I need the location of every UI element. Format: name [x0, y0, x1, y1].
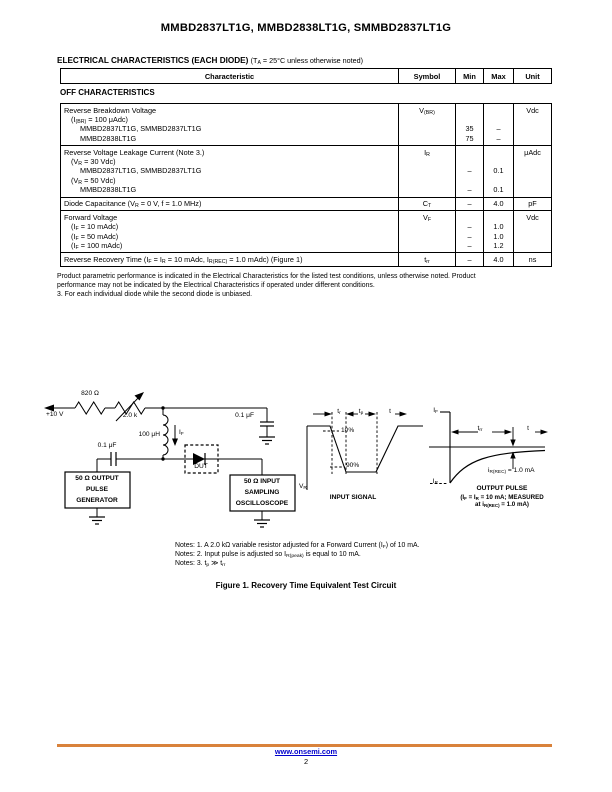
- figure-test-circuit: [0, 383, 612, 623]
- symbol-cell: [398, 198, 455, 211]
- unit-cell: [513, 198, 551, 211]
- unit-cell: [513, 211, 551, 252]
- unit-value: μAdc: [524, 147, 541, 157]
- pulse-gen-line3: GENERATOR: [76, 497, 118, 504]
- table-row: [61, 210, 551, 252]
- min-value: [457, 106, 482, 115]
- subsection-heading: OFF CHARACTERISTICS: [60, 88, 155, 97]
- if-arrow-label: $I_F$: [179, 429, 184, 438]
- characteristic-line: Reverse Voltage Leakage Current (Note 3.): [64, 147, 205, 157]
- characteristic-line: ($I_F = 50$ mAdc): [71, 231, 119, 242]
- ir-label-output: $I_R$: [432, 478, 438, 487]
- unit-cell: [513, 104, 551, 145]
- table-row: [61, 252, 551, 266]
- symbol-cell: [398, 253, 455, 266]
- footer-link[interactable]: www.onsemi.com: [274, 747, 338, 756]
- resistor-820: [75, 402, 105, 414]
- min-value: [457, 176, 482, 185]
- min-value: –: [467, 231, 472, 241]
- max-value: –: [496, 124, 501, 134]
- figure-note-line: Notes: 3. $t_p$ ≫ $t_{rr}$: [175, 560, 226, 569]
- max-value: [485, 148, 512, 157]
- min-value: –: [467, 185, 472, 195]
- symbol-cell: [398, 146, 455, 196]
- col-header-characteristic: Characteristic: [204, 71, 255, 81]
- max-value: [485, 213, 512, 222]
- min-value: –: [467, 241, 472, 251]
- characteristic-line: Forward Voltage: [64, 212, 118, 222]
- inductor: [163, 408, 168, 459]
- max-value: [485, 157, 512, 166]
- ground-icon: [254, 520, 270, 527]
- page-title: MMBD2837LT1G, MMBD2838LT1G, SMMBD2837LT1G: [160, 22, 452, 34]
- min-cell: [455, 104, 483, 145]
- unit-cell: [513, 253, 551, 266]
- min-value: –: [467, 222, 472, 232]
- scope-line3: OSCILLOSCOPE: [235, 500, 289, 507]
- characteristic-line: ($I_F = 10$ mAdc): [71, 222, 119, 233]
- min-value: 35: [465, 124, 474, 134]
- characteristic-cell: [61, 253, 398, 266]
- symbol-value: $V_{(BR)}$: [419, 105, 435, 116]
- if-label-output: $I_F$: [433, 407, 438, 416]
- col-header-min: Min: [455, 69, 483, 83]
- symbol-value: $V_F$: [422, 212, 432, 224]
- if-current-arrow: [172, 425, 178, 446]
- dut-label: DUT: [194, 463, 208, 470]
- col-header-symbol: Symbol: [398, 69, 455, 83]
- figure-note-line: Notes: 1. A 2.0 kΩ variable resistor adjusted for a Forward Current $(I_F)$ of 10 mA.: [175, 542, 420, 551]
- col-header-max: Max: [483, 69, 513, 83]
- characteristic-cell: [61, 146, 398, 196]
- min-value: [457, 115, 482, 124]
- max-cell: [483, 146, 513, 196]
- unit-value: ns: [528, 254, 537, 264]
- table-row: [61, 145, 551, 196]
- min-cell: [455, 198, 483, 211]
- characteristic-line: MMBD2838LT1G: [80, 185, 137, 195]
- figure-caption: Figure 1. Recovery Time Equivalent Test Circuit: [215, 581, 397, 590]
- unit-value: Vdc: [526, 212, 539, 222]
- min-value: –: [467, 254, 472, 264]
- scope-line2: SAMPLING: [244, 489, 280, 496]
- max-value: 0.1: [493, 166, 504, 176]
- t-label-output: t: [527, 425, 529, 432]
- characteristic-line: ($V_R = 30$ Vdc): [71, 156, 116, 168]
- characteristic-line: ($I_{(BR)} = 100$ μAdc): [71, 114, 128, 126]
- unit-value: Vdc: [526, 105, 539, 115]
- pulse-gen-line2: PULSE: [86, 486, 108, 493]
- footnote-line: Product parametric performance is indicated in the Electrical Characteristics for the listed test conditions, unless otherwise noted. Product: [57, 273, 476, 280]
- max-value: –: [496, 133, 501, 143]
- characteristic-line: Reverse Breakdown Voltage: [64, 105, 157, 115]
- irrec-label: $i_{R(REC)} = 1.0$ mA: [488, 467, 535, 476]
- symbol-value: $I_R$: [424, 147, 430, 158]
- max-value: 1.2: [493, 241, 504, 251]
- max-value: [485, 176, 512, 185]
- resistor-820-label: 820 Ω: [81, 390, 99, 397]
- characteristic-line: ($I_F = 100$ mAdc): [71, 241, 123, 252]
- characteristic-line: MMBD2837LT1G, SMMBD2837LT1G: [80, 166, 202, 176]
- inductor-label: 100 μH: [138, 431, 160, 438]
- table-row: [61, 197, 551, 211]
- ninety-pct-label: 90%: [346, 462, 360, 469]
- max-cell: [483, 211, 513, 252]
- characteristic-line: Reverse Recovery Time ($I_F = I_R = 10$ mAdc, $I_{R(REC)} = 1.0$ mAdc) (Figure 1): [64, 254, 303, 266]
- ground-icon: [259, 437, 275, 444]
- characteristic-cell: [61, 104, 398, 145]
- characteristic-line: Diode Capacitance ($V_R = 0$ V, f = 1.0 MHz): [64, 199, 202, 210]
- unit-cell: [513, 146, 551, 196]
- characteristics-table: [60, 103, 552, 267]
- max-value: 1.0: [493, 222, 504, 232]
- section-heading-condition: ($T_A = 25^\circ C$ unless otherwise noted): [250, 56, 364, 67]
- col-header-unit: Unit: [513, 69, 551, 83]
- input-signal-caption: INPUT SIGNAL: [329, 494, 377, 501]
- trr-label: $t_{rr}$: [477, 425, 483, 434]
- symbol-cell: [398, 211, 455, 252]
- symbol-value: $C_T$: [422, 199, 432, 210]
- pot-label: 2.0 k: [122, 412, 138, 419]
- capacitor-top: [260, 408, 274, 437]
- symbol-cell: [398, 104, 455, 145]
- pulse-gen-line1: 50 Ω OUTPUT: [75, 475, 119, 482]
- max-value: [485, 115, 512, 124]
- footnote-line: 3. For each individual diode while the second diode is unbiased.: [57, 291, 252, 299]
- t-label-input: t: [389, 408, 391, 415]
- section-heading: [57, 56, 363, 65]
- max-value: [485, 106, 512, 115]
- min-cell: [455, 146, 483, 196]
- min-cell: [455, 253, 483, 266]
- scope-line1: 50 Ω INPUT: [243, 478, 281, 485]
- characteristic-line: MMBD2838LT1G: [80, 133, 137, 143]
- output-pulse-cond1: ($I_F = I_R = 10$ mA; MEASURED: [460, 494, 544, 501]
- unit-value: pF: [528, 199, 537, 209]
- input-signal-waveform: [307, 412, 423, 491]
- max-value: 0.1: [493, 185, 504, 195]
- min-cell: [455, 211, 483, 252]
- cap-top-label: 0.1 μF: [235, 412, 254, 419]
- page-number: 2: [303, 757, 309, 766]
- characteristic-line: MMBD2837LT1G, SMMBD2837LT1G: [80, 124, 202, 134]
- output-pulse-cond2: at $i_{R(REC)} = 1.0$ mA): [475, 501, 529, 508]
- max-cell: [483, 198, 513, 211]
- supply-label: +10 V: [46, 411, 64, 418]
- max-cell: [483, 104, 513, 145]
- symbol-value: $t_{rr}$: [424, 254, 430, 266]
- capacitor-series: [111, 452, 116, 466]
- min-value: –: [467, 199, 472, 209]
- section-heading-main: ELECTRICAL CHARACTERISTICS (EACH DIODE): [57, 56, 249, 65]
- characteristic-line: ($V_R = 50$ Vdc): [71, 175, 116, 186]
- max-value: 1.0: [493, 231, 504, 241]
- tp-label: $t_p$: [358, 408, 364, 417]
- max-value: 4.0: [493, 254, 504, 264]
- tr-label: $t_r$: [337, 408, 341, 417]
- output-pulse-caption: OUTPUT PULSE: [476, 485, 528, 492]
- table-row: [61, 104, 551, 145]
- ten-pct-label: 10%: [341, 427, 355, 434]
- footnotes: [57, 272, 476, 300]
- min-value: [457, 148, 482, 157]
- min-value: [457, 157, 482, 166]
- max-value: 4.0: [493, 199, 504, 209]
- footnote-line: performance may not be indicated by the Electrical Characteristics if operated under different conditions.: [57, 282, 375, 290]
- max-cell: [483, 253, 513, 266]
- min-value: 75: [465, 133, 474, 143]
- min-value: [457, 213, 482, 222]
- min-value: –: [467, 166, 472, 176]
- characteristic-cell: [61, 211, 398, 252]
- vr-label: $V_R$: [299, 483, 307, 492]
- table-header-row: [60, 68, 552, 84]
- figure-note-line: Notes: 2. Input pulse is adjusted so $I_{R(peak)}$ is equal to 10 mA.: [175, 551, 361, 560]
- cap-series-label: 0.1 μF: [97, 442, 117, 449]
- test-circuit-svg: [30, 383, 590, 533]
- ground-icon: [89, 517, 105, 524]
- figure-notes: [175, 541, 419, 569]
- characteristic-cell: [61, 198, 398, 211]
